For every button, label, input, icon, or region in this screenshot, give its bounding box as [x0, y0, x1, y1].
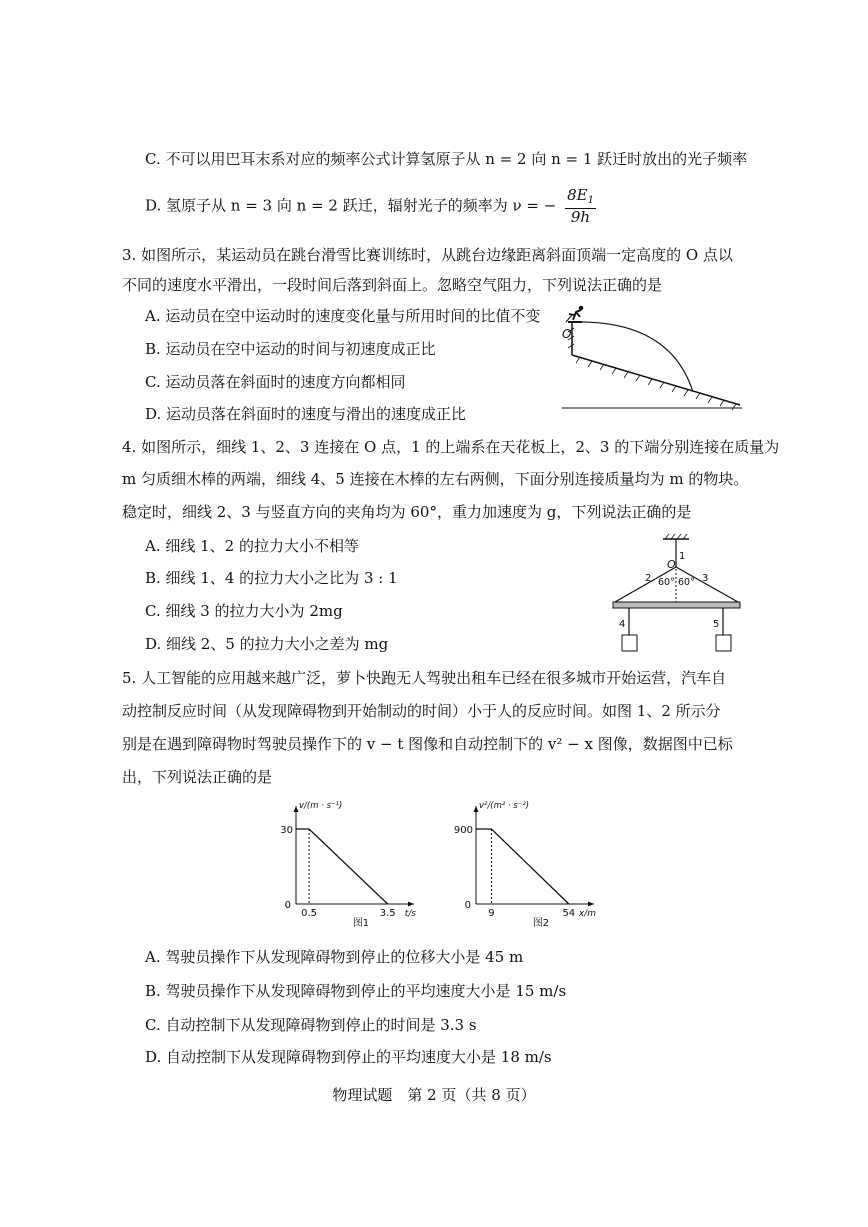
q3-stem-line-1: 3. 如图所示，某运动员在跳台滑雪比赛训练时，从跳台边缘距离斜面顶端一定高度的 O 点以	[122, 246, 733, 264]
chart-2-origin-label: 0	[464, 900, 471, 911]
q5-option-b: B. 驾驶员操作下从发现障碍物到停止的平均速度大小是 15 m/s	[145, 982, 567, 1000]
chart-1-x-axis-label: t/s	[404, 909, 416, 919]
chart-1-series-line	[296, 829, 388, 904]
q4-stem-line-3: 稳定时，细线 2、3 与竖直方向的夹角均为 60°，重力加速度为 g，下列说法正确的是	[122, 503, 692, 521]
chart-2-x-tick-label: 54	[562, 908, 576, 919]
wooden-rod	[613, 602, 740, 608]
q2-option-c: C. 不可以用巴耳末系对应的频率公式计算氢原子从 n = 2 向 n = 1 跃迁时放出的光子频率	[145, 150, 748, 168]
ceiling-hatching	[665, 534, 687, 539]
slope-hatching	[568, 328, 736, 410]
q4-option-b: B. 细线 1、4 的拉力大小之比为 3 : 1	[145, 569, 398, 587]
q3-option-b: B. 运动员在空中运动的时间与初速度成正比	[145, 340, 436, 358]
fraction-denominator: 9h	[570, 207, 591, 226]
q3-option-a: A. 运动员在空中运动时的速度变化量与所用时间的比值不变	[145, 307, 541, 325]
label-angle-left: 60°	[658, 577, 675, 588]
fraction-numerator-subscript: 1	[587, 195, 594, 206]
chart-1-y-tick-label: 30	[280, 825, 293, 836]
chart-1-x-axis-arrow	[408, 902, 414, 907]
chart-2-y-axis-label: v²/(m² · s⁻²)	[479, 801, 530, 811]
q5-stem-line-2: 动控制反应时间（从发现障碍物到开始制动的时间）小于人的反应时间。如图 1、2 所示分	[122, 702, 721, 720]
chart-2-title: 图2	[532, 918, 550, 929]
chart-1-vt-graph	[268, 800, 428, 930]
q2-option-d	[145, 188, 596, 225]
q5-option-c: C. 自动控制下从发现障碍物到停止的时间是 3.3 s	[145, 1016, 477, 1034]
block-left	[622, 635, 637, 651]
string-rod-figure	[605, 533, 750, 658]
page-footer: 物理试题 第 2 页（共 8 页）	[332, 1086, 536, 1104]
q4-option-d: D. 细线 2、5 的拉力大小之差为 mg	[145, 635, 389, 653]
chart-1-origin-label: 0	[284, 900, 291, 911]
point-o-label: O	[667, 558, 676, 571]
chart-1-x-tick-label: 3.5	[379, 908, 396, 919]
q4-stem-line-2: m 匀质细木棒的两端，细线 4、5 连接在木棒的左右两侧，下面分别连接质量均为 m 的物块。	[122, 470, 749, 488]
skier-icon	[566, 306, 583, 322]
fraction-numerator: 8E	[567, 186, 588, 204]
slope-line	[572, 355, 740, 405]
q5-stem-line-1: 5. 人工智能的应用越来越广泛，萝卜快跑无人驾驶出租车已经在很多城市开始运营，汽车自	[122, 669, 727, 687]
q4-stem-line-1: 4. 如图所示，细线 1、2、3 连接在 O 点，1 的上端系在天花板上，2、3 的下端分别连接在质量为	[122, 438, 780, 456]
chart-2-series-line	[476, 829, 569, 904]
q3-option-c: C. 运动员落在斜面时的速度方向都相同	[145, 373, 406, 391]
q2-frequency-fraction	[565, 188, 596, 225]
q3-stem-line-2: 不同的速度水平滑出，一段时间后落到斜面上。忽略空气阻力，下列说法正确的是	[122, 276, 663, 294]
point-o-label: O	[562, 327, 572, 341]
label-string-5: 5	[713, 619, 720, 630]
chart-2-x-axis-label: x/m	[578, 909, 596, 919]
q5-stem-line-3: 别是在遇到障碍物时驾驶员操作下的 v − t 图像和自动控制下的 v² − x 图像，数据图中已标	[122, 735, 733, 753]
chart-2-y-axis-arrow	[474, 806, 479, 812]
trajectory-curve	[574, 322, 693, 392]
chart-2-x-tick-label: 9	[488, 908, 495, 919]
label-string-1: 1	[679, 551, 686, 562]
label-string-4: 4	[619, 619, 626, 630]
chart-1-title: 图1	[352, 918, 370, 929]
label-string-2: 2	[645, 573, 652, 584]
q4-option-a: A. 细线 1、2 的拉力大小不相等	[145, 537, 359, 555]
chart-1-y-axis-label: v/(m · s⁻¹)	[299, 801, 343, 811]
chart-2-x-axis-arrow	[588, 902, 594, 907]
q5-option-a: A. 驾驶员操作下从发现障碍物到停止的位移大小是 45 m	[145, 948, 524, 966]
chart-2-y-tick-label: 900	[453, 825, 473, 836]
q5-option-d: D. 自动控制下从发现障碍物到停止的平均速度大小是 18 m/s	[145, 1048, 552, 1066]
q3-option-d: D. 运动员落在斜面时的速度与滑出的速度成正比	[145, 405, 467, 423]
label-string-3: 3	[702, 573, 709, 584]
block-right	[716, 635, 731, 651]
chart-2-v2x-graph	[448, 800, 613, 930]
chart-1-y-axis-arrow	[294, 806, 299, 812]
chart-1-x-tick-label: 0.5	[301, 908, 318, 919]
ski-jump-figure	[560, 300, 745, 412]
q5-stem-line-4: 出，下列说法正确的是	[122, 768, 273, 786]
q2-option-d-text: D. 氢原子从 n = 3 向 n = 2 跃迁，辐射光子的频率为 ν = −	[145, 196, 557, 215]
q4-option-c: C. 细线 3 的拉力大小为 2mg	[145, 602, 343, 620]
label-angle-right: 60°	[678, 577, 695, 588]
